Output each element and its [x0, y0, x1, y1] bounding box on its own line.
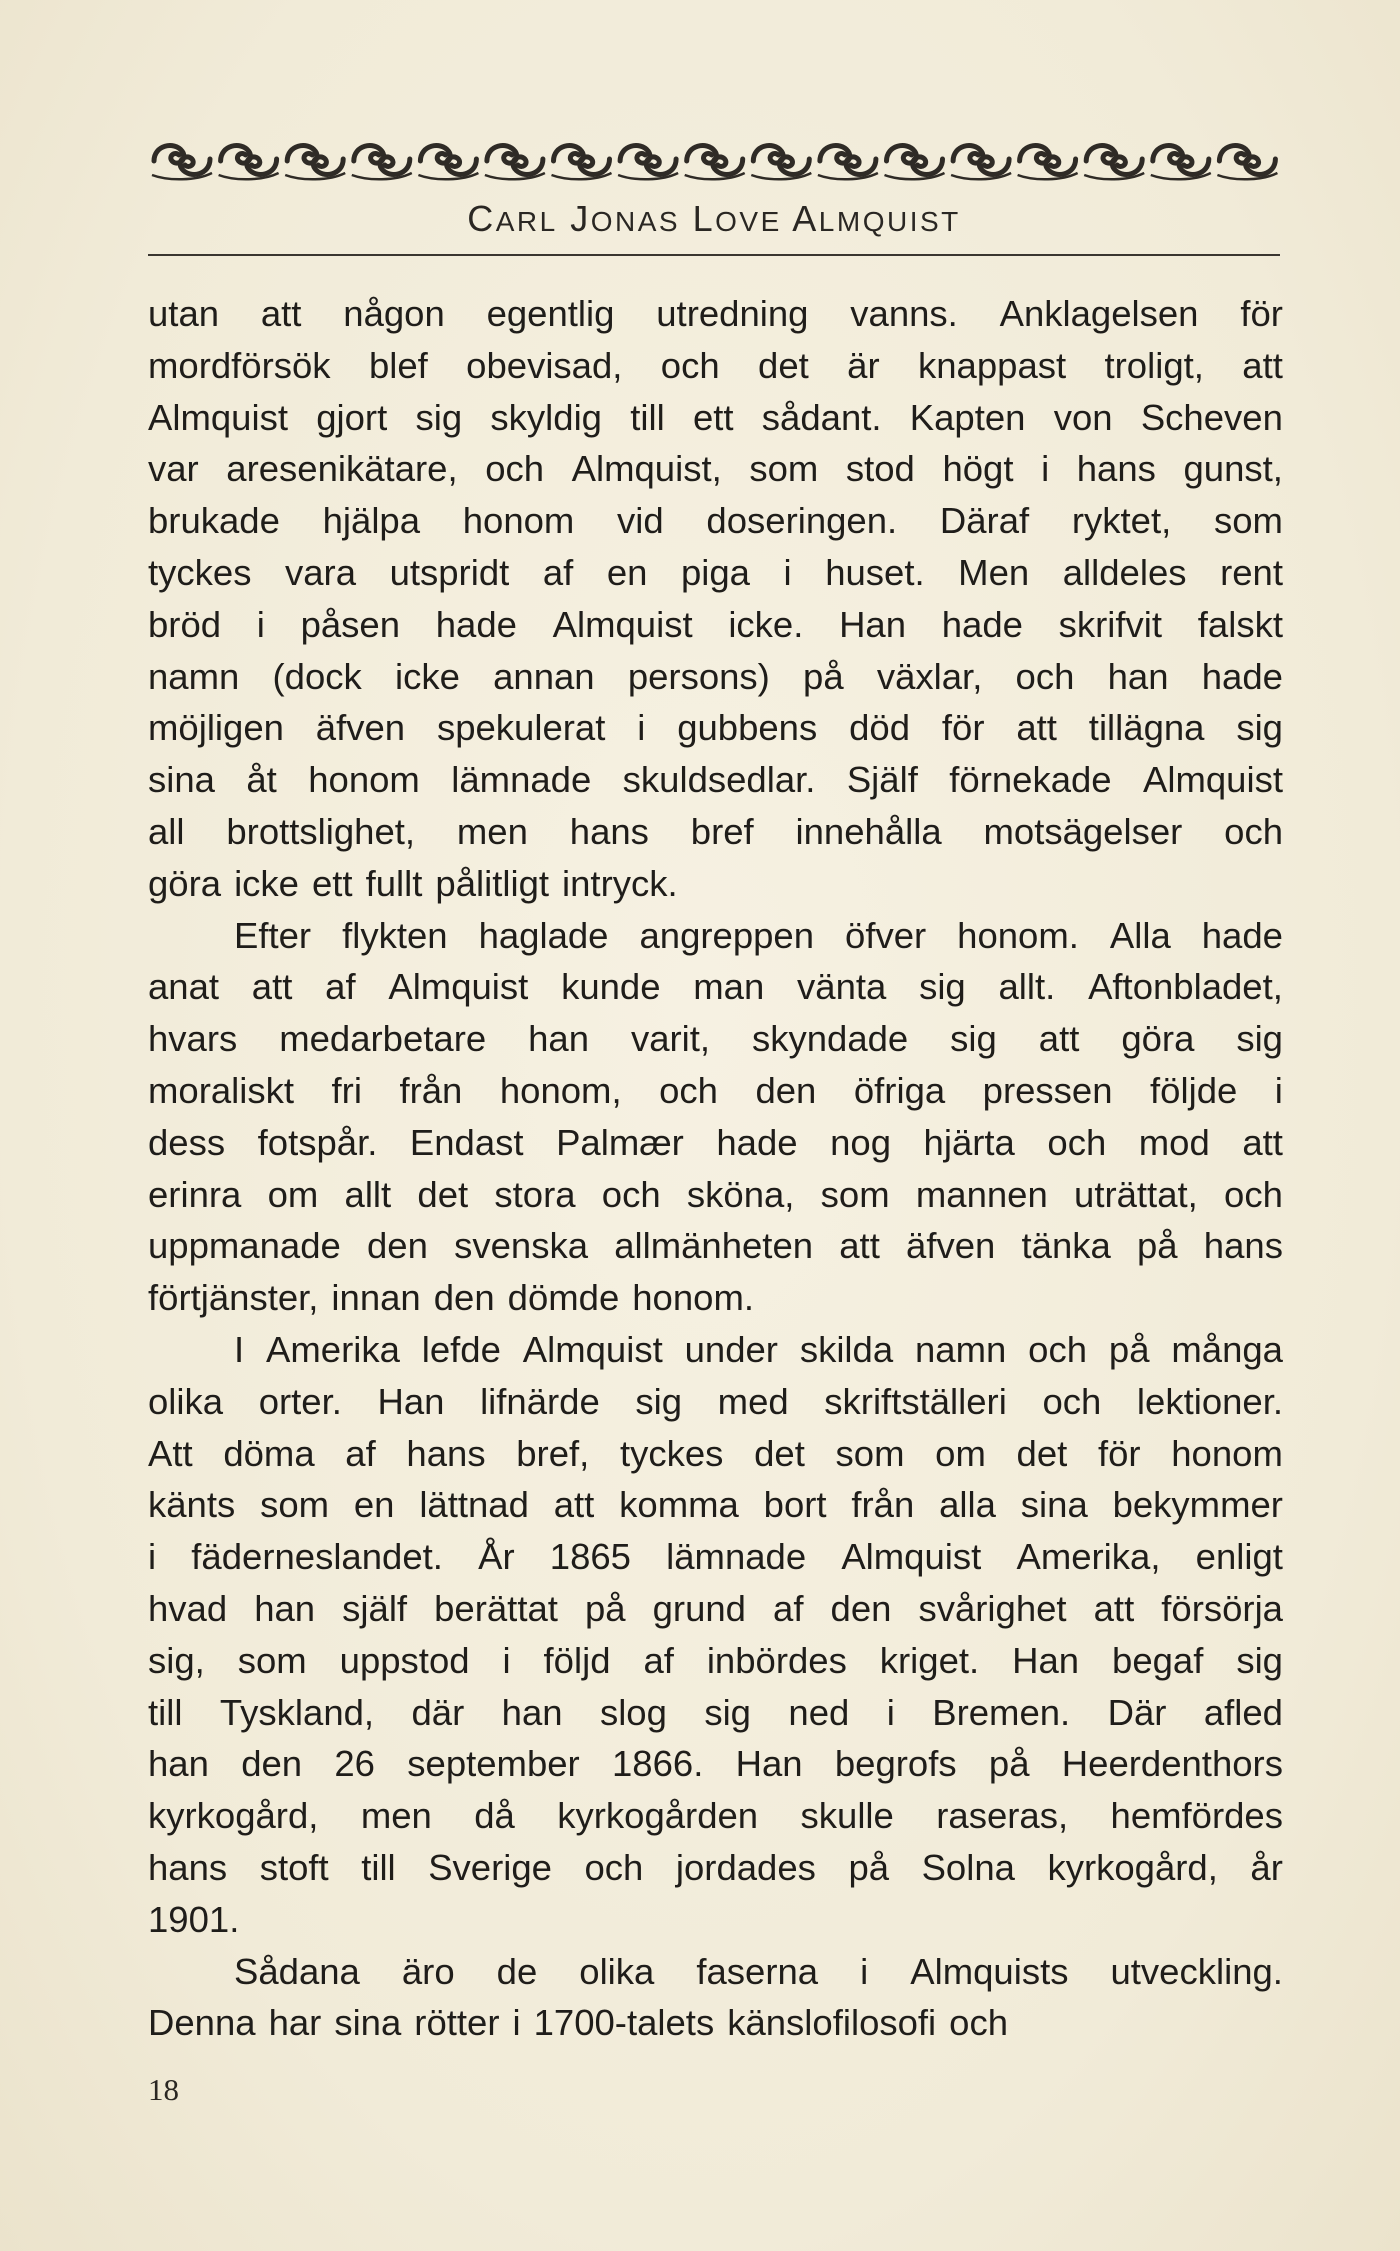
ornament-knot: [751, 146, 811, 180]
text-line: han den 26 september 1866. Han begrofs på Heerdenthors: [148, 1743, 1283, 1785]
ornament-knot: [885, 146, 945, 180]
ornament-knot: [152, 146, 212, 180]
header-rule: [148, 254, 1280, 256]
ornament-knot: [1151, 146, 1211, 180]
text-line: mordförsök blef obevisad, och det är knappast troligt, att: [148, 344, 1283, 386]
text-line: sig, som uppstod i följd af inbördes kriget. Han begaf sig: [148, 1639, 1283, 1681]
text-line: erinra om allt det stora och sköna, som mannen uträttat, och: [148, 1173, 1283, 1215]
text-line: 1901.: [148, 1898, 240, 1940]
text-line: i fäderneslandet. År 1865 lämnade Almquist Amerika, enligt: [148, 1536, 1283, 1578]
text-line: Denna har sina rötter i 1700-talets känslofilosofi och: [148, 2002, 1009, 2044]
text-line: hvars medarbetare han varit, skyndade sig att göra sig: [148, 1018, 1283, 1060]
text-line: var aresenikätare, och Almquist, som stod högt i hans gunst,: [148, 448, 1283, 490]
ornamental-header-band: [148, 135, 1280, 185]
ornament-knot: [552, 146, 612, 180]
text-line: moraliskt fri från honom, och den öfriga pressen följde i: [148, 1069, 1283, 1111]
text-line: till Tyskland, där han slog sig ned i Bremen. Där afled: [148, 1691, 1283, 1733]
text-line: I Amerika lefde Almquist under skilda namn och på många: [234, 1328, 1283, 1370]
running-head-text: CARL JONAS LOVE ALMQUIST: [467, 198, 961, 239]
ornament-knot: [352, 146, 412, 180]
text-line: Sådana äro de olika faserna i Almquists utveckling.: [234, 1950, 1283, 1992]
text-line: göra icke ett fullt pålitligt intryck.: [148, 862, 678, 904]
ornament-knot: [1217, 146, 1277, 180]
text-line: bröd i påsen hade Almquist icke. Han hade skrifvit falskt: [148, 603, 1283, 645]
running-head: [148, 198, 1280, 240]
text-line: hans stoft till Sverige och jordades på Solna kyrkogård, år: [148, 1846, 1283, 1888]
page-number: 18: [148, 2072, 179, 2107]
text-line: Efter flykten haglade angreppen öfver honom. Alla hade: [234, 914, 1283, 956]
ornament-knot: [818, 146, 878, 180]
text-line: möjligen äfven spekulerat i gubbens död för att tillägna sig: [148, 707, 1283, 749]
text-line: all brottslighet, men hans bref innehålla motsägelser och: [148, 810, 1283, 852]
text-line: anat att af Almquist kunde man vänta sig allt. Aftonbladet,: [148, 966, 1283, 1008]
body-text: [148, 288, 1283, 2049]
ornament-knot: [685, 146, 745, 180]
ornament-knot: [485, 146, 545, 180]
text-line: sina åt honom lämnade skuldsedlar. Själf förnekade Almquist: [148, 759, 1283, 801]
ornament-knot: [219, 146, 279, 180]
text-line: Almquist gjort sig skyldig till ett sådant. Kapten von Scheven: [148, 396, 1283, 438]
ornament-knot: [618, 146, 678, 180]
ornament-knot: [285, 146, 345, 180]
ornament-knot: [1084, 146, 1144, 180]
text-line: Att döma af hans bref, tyckes det som om det för honom: [148, 1432, 1283, 1474]
text-line: utan att någon egentlig utredning vanns. Anklagelsen för: [148, 293, 1283, 334]
text-line: känts som en lättnad att komma bort från alla sina bekymmer: [148, 1484, 1283, 1526]
text-line: uppmanade den svenska allmänheten att äfven tänka på hans: [148, 1225, 1283, 1267]
text-line: brukade hjälpa honom vid doseringen. Däraf ryktet, som: [148, 500, 1283, 542]
ornament-knot: [418, 146, 478, 180]
ornament-knot: [1018, 146, 1078, 180]
text-line: tyckes vara utspridt af en piga i huset. Men alldeles rent: [148, 551, 1283, 593]
text-line: namn (dock icke annan persons) på växlar, och han hade: [148, 655, 1283, 697]
ornament-knot: [951, 146, 1011, 180]
text-line: kyrkogård, men då kyrkogården skulle raseras, hemfördes: [148, 1795, 1283, 1837]
text-line: dess fotspår. Endast Palmær hade nog hjärta och mod att: [148, 1121, 1283, 1163]
text-line: förtjänster, innan den dömde honom.: [148, 1277, 754, 1319]
text-line: olika orter. Han lifnärde sig med skriftställeri och lektioner.: [148, 1380, 1283, 1422]
text-line: hvad han själf berättat på grund af den svårighet att försörja: [148, 1587, 1283, 1629]
